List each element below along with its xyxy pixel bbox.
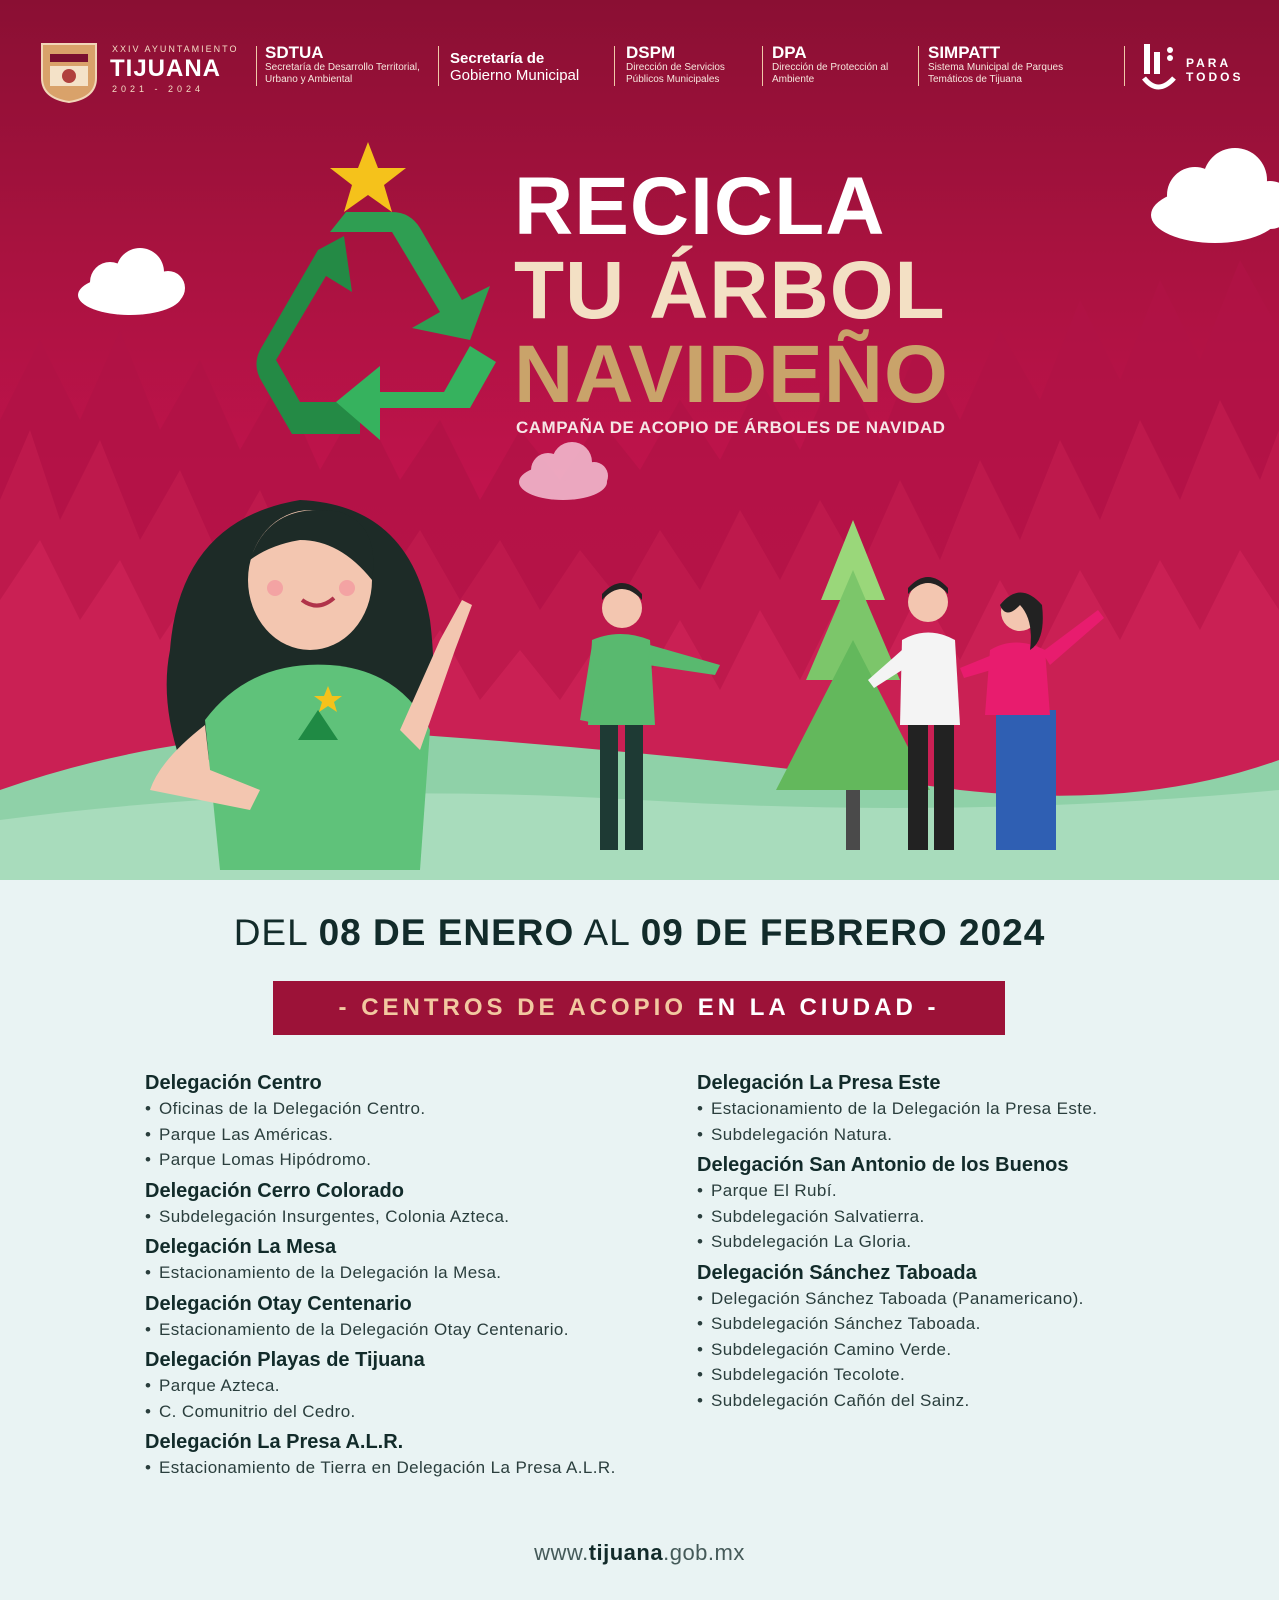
list-item: • C. Comunitrio del Cedro.	[145, 1399, 685, 1425]
subtitle: CAMPAÑA DE ACOPIO DE ÁRBOLES DE NAVIDAD	[516, 418, 946, 437]
dept-abbr: Secretaría de	[450, 50, 545, 67]
website-domain: tijuana	[588, 1540, 664, 1565]
group-title: Delegación Otay Centenario	[145, 1292, 412, 1315]
dept-full: Secretaría de Desarrollo Territorial, Urbano y Ambiental	[265, 62, 420, 85]
group-title: Delegación Cerro Colorado	[145, 1179, 404, 1202]
group-title: Delegación Playas de Tijuana	[145, 1349, 425, 1371]
group-title: Delegación San Antonio de los Buenos	[697, 1154, 1069, 1176]
dept-full: Dirección de Servicios Públicos Municipales	[626, 62, 725, 85]
list-item: • Subdelegación La Gloria.	[697, 1229, 1257, 1255]
cloud-icon	[1151, 148, 1279, 243]
recycle-icon	[256, 212, 496, 440]
tijuana-mark-icon	[1140, 38, 1180, 102]
list-item: • Subdelegación Camino Verde.	[697, 1337, 1257, 1363]
slogan-line2: TODOS	[1186, 70, 1244, 84]
shield-logo-icon	[36, 40, 102, 104]
dept-simpatt	[928, 44, 1098, 86]
title-line2: TU ÁRBOL	[514, 245, 946, 336]
left-column	[145, 1070, 685, 1486]
campaign-dates	[0, 912, 1279, 954]
ayuntamiento-label: XXIV AYUNTAMIENTO	[112, 44, 239, 54]
header-bar	[36, 38, 1246, 108]
group-cerro-colorado	[145, 1178, 685, 1230]
dept-abbr: DSPM	[626, 43, 676, 62]
header-divider	[918, 46, 919, 86]
website-link[interactable]	[0, 1540, 1279, 1566]
dates-start: 08 DE ENERO	[318, 912, 575, 953]
dept-full: Sistema Municipal de Parques Temáticos de Tijuana	[928, 62, 1064, 85]
dept-sdtua	[265, 44, 435, 86]
list-item: • Subdelegación Sánchez Taboada.	[697, 1311, 1257, 1337]
list-item: • Subdelegación Cañón del Sainz.	[697, 1388, 1257, 1414]
header-divider	[256, 46, 257, 86]
slogan	[1186, 56, 1243, 84]
cloud-icon	[78, 248, 185, 315]
group-otay-centenario	[145, 1291, 685, 1343]
city-name: TIJUANA	[110, 55, 222, 82]
group-title: Delegación La Presa A.L.R.	[145, 1431, 404, 1453]
list-item: • Subdelegación Salvatierra.	[697, 1204, 1257, 1230]
group-title: Delegación Sánchez Taboada	[697, 1261, 977, 1284]
dept-full: Gobierno Municipal	[450, 67, 580, 84]
group-la-mesa	[145, 1234, 685, 1286]
banner-part1: - CENTROS DE ACOPIO	[338, 994, 688, 1021]
dept-gobierno	[450, 50, 579, 85]
header-divider	[438, 46, 439, 86]
list-item: • Estacionamiento de la Delegación Otay Centenario.	[145, 1317, 685, 1343]
list-item: • Subdelegación Tecolote.	[697, 1362, 1257, 1388]
group-title: Delegación La Mesa	[145, 1236, 337, 1258]
list-item: • Delegación Sánchez Taboada (Panamericano).	[697, 1286, 1257, 1312]
banner-part2: EN LA CIUDAD -	[697, 994, 940, 1021]
dates-del: DEL	[233, 912, 308, 953]
title-line3: NAVIDEÑO	[514, 329, 949, 420]
group-title: Delegación Centro	[145, 1072, 322, 1094]
group-la-presa-este	[697, 1070, 1257, 1147]
dept-full: Dirección de Protección al Ambiente	[772, 62, 889, 85]
list-item: • Oficinas de la Delegación Centro.	[145, 1096, 685, 1122]
group-la-presa-alr	[145, 1429, 685, 1481]
years-label: 2021 - 2024	[112, 84, 205, 94]
list-item: • Parque Las Américas.	[145, 1122, 685, 1148]
dates-al: AL	[583, 912, 630, 953]
header-divider	[762, 46, 763, 86]
header-divider	[614, 46, 615, 86]
website-suffix: .gob.mx	[663, 1540, 745, 1565]
dept-dpa	[772, 44, 912, 86]
dept-abbr: SDTUA	[265, 43, 324, 62]
group-centro	[145, 1070, 685, 1173]
list-item: • Estacionamiento de la Delegación la Mesa.	[145, 1260, 685, 1286]
list-item: • Estacionamiento de la Delegación la Presa Este.	[697, 1096, 1257, 1122]
header-divider	[1124, 46, 1125, 86]
list-item: • Parque Lomas Hipódromo.	[145, 1147, 685, 1173]
group-title: Delegación La Presa Este	[697, 1072, 941, 1094]
list-item: • Subdelegación Natura.	[697, 1122, 1257, 1148]
list-item: • Subdelegación Insurgentes, Colonia Azteca.	[145, 1204, 685, 1230]
dates-end: 09 DE FEBRERO 2024	[640, 912, 1046, 953]
right-column	[697, 1070, 1257, 1418]
collection-centers-banner	[273, 981, 1005, 1035]
group-sanchez-taboada	[697, 1260, 1257, 1414]
dept-abbr: DPA	[772, 43, 807, 62]
dept-abbr: SIMPATT	[928, 43, 1001, 62]
star-icon	[330, 142, 406, 212]
website-prefix: www.	[534, 1540, 589, 1565]
list-item: • Parque El Rubí.	[697, 1178, 1257, 1204]
list-item: • Parque Azteca.	[145, 1373, 685, 1399]
dept-dspm	[626, 44, 756, 86]
list-item: • Estacionamiento de Tierra en Delegación La Presa A.L.R.	[145, 1455, 685, 1481]
group-san-antonio	[697, 1152, 1257, 1255]
title-line1: RECICLA	[514, 161, 886, 252]
slogan-line1: PARA	[1186, 56, 1232, 70]
group-playas	[145, 1347, 685, 1424]
